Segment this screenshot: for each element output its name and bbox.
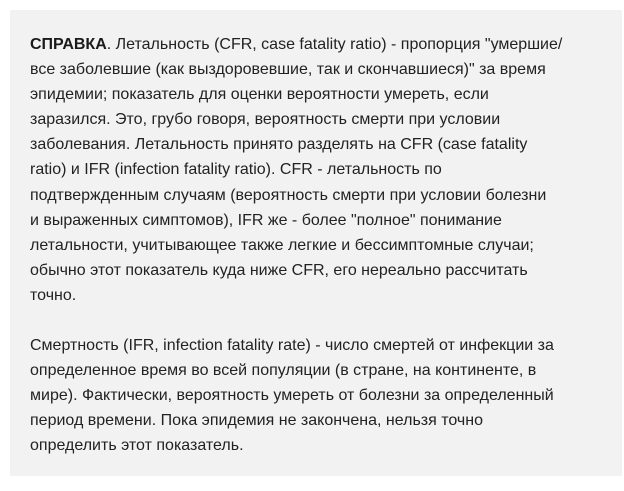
- paragraph-line: точно.: [30, 286, 77, 304]
- paragraph-line: подтвержденным случаям (вероятность смерти при условии болезни: [30, 186, 547, 204]
- paragraph-line: заболевания. Летальность принято разделять на CFR (case fatality: [30, 136, 528, 154]
- definition-paragraph-cfr: [30, 32, 602, 308]
- paragraph-line: летальности, учитывающее также легкие и бессимптомные случаи;: [30, 236, 534, 254]
- reference-note-box: [10, 10, 622, 476]
- definition-paragraph-mortality: [30, 333, 602, 458]
- paragraph-line: эпидемии; показатель для оценки вероятности умереть, если: [30, 86, 489, 104]
- paragraph-line: ratio) и IFR (infection fatality ratio). CFR - летальность по: [30, 161, 442, 179]
- paragraph-line: и выраженных симптомов), IFR же - более "полное" понимание: [30, 211, 502, 229]
- paragraph-line: обычно этот показатель куда ниже CFR, его нереально рассчитать: [30, 261, 528, 279]
- paragraph-line: Смертность (IFR, infection fatality rate) - число смертей от инфекции за: [30, 337, 554, 355]
- paragraph-line: . Летальность (CFR, case fatality ratio) - пропорция "умершие/: [106, 36, 563, 53]
- paragraph-line: мире). Фактически, вероятность умереть от болезни за определенный: [30, 387, 554, 405]
- paragraph-line: период времени. Пока эпидемия не закончена, нельзя точно: [30, 412, 483, 430]
- paragraph-line: определенное время во всей популяции (в стране, на континенте, в: [30, 362, 537, 380]
- note-heading: СПРАВКА: [30, 36, 107, 53]
- paragraph-line: все заболевшие (как выздоровевшие, так и скончавшиеся)" за время: [30, 61, 546, 79]
- paragraph-line: заразился. Это, грубо говоря, вероятность смерти при условии: [30, 111, 501, 129]
- paragraph-line: определить этот показатель.: [30, 437, 244, 455]
